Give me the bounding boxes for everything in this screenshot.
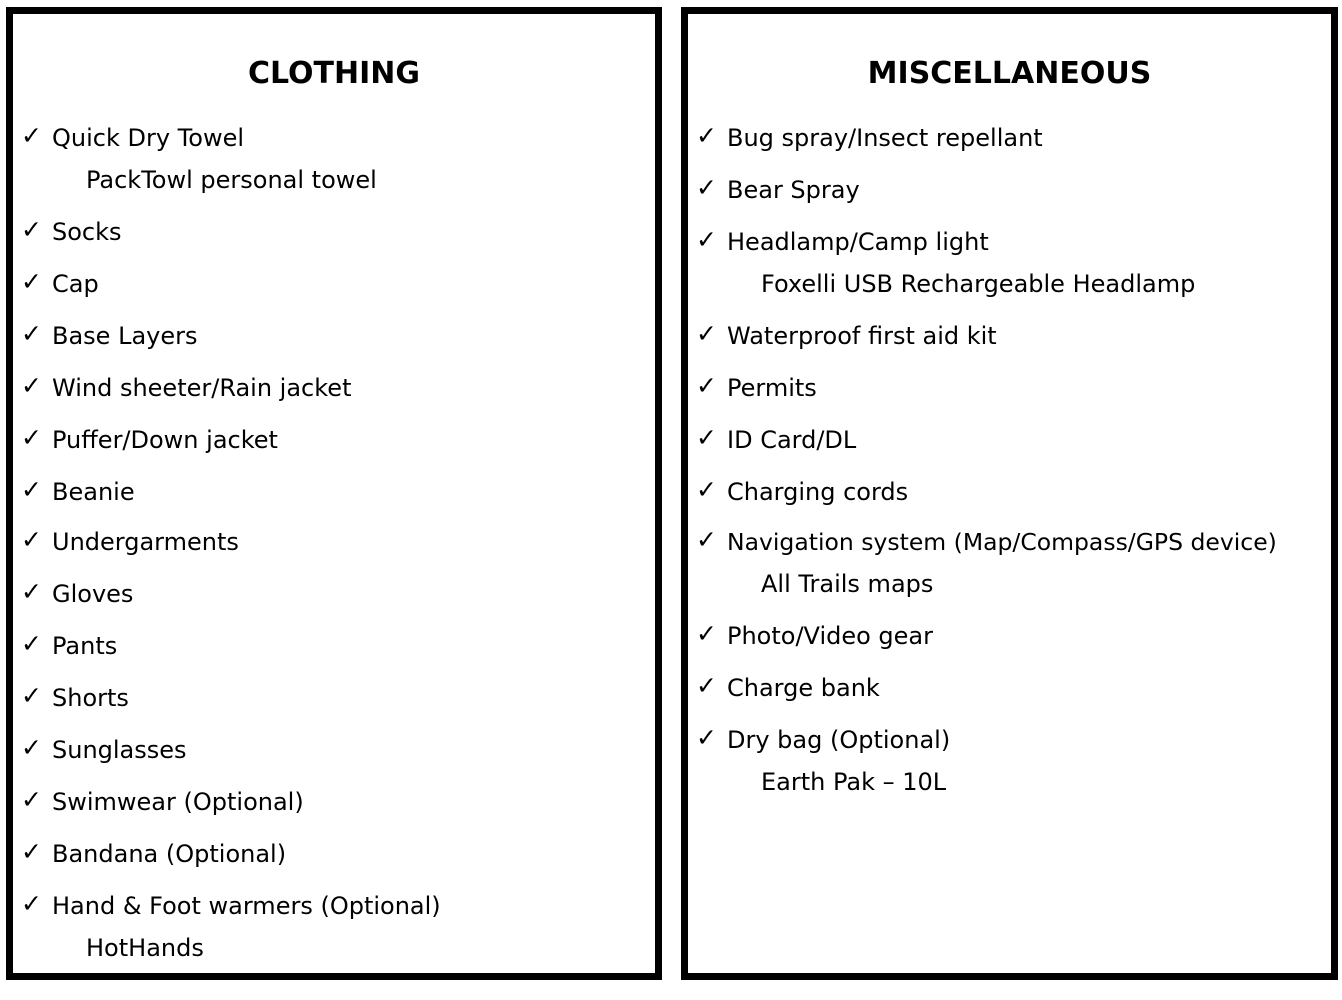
item-sublabel: PackTowl personal towel <box>86 166 377 194</box>
item-label: Base Layers <box>52 322 198 350</box>
item-label: Bear Spray <box>727 176 860 204</box>
list-item <box>13 425 655 455</box>
list-item <box>13 477 655 507</box>
item-label: Charge bank <box>727 674 880 702</box>
list-item <box>688 425 1331 455</box>
checkmark-icon: ✓ <box>696 619 717 648</box>
checkmark-icon: ✓ <box>696 423 717 452</box>
checkmark-icon: ✓ <box>21 733 42 762</box>
checkmark-icon: ✓ <box>696 475 717 504</box>
item-label: Beanie <box>52 478 135 506</box>
item-label: Charging cords <box>727 478 909 506</box>
list-item <box>13 631 655 661</box>
item-label: Waterproof first aid kit <box>727 322 997 350</box>
item-label: Bandana (Optional) <box>52 840 287 868</box>
list-item <box>13 321 655 351</box>
checkmark-icon: ✓ <box>21 267 42 296</box>
checkmark-icon: ✓ <box>696 525 717 554</box>
list-item <box>13 121 655 194</box>
list-item <box>13 683 655 713</box>
checkmark-icon: ✓ <box>21 681 42 710</box>
list-item <box>688 723 1331 796</box>
item-label: Cap <box>52 270 99 298</box>
list-item <box>13 373 655 403</box>
list-item <box>13 527 655 557</box>
list-item <box>13 889 655 962</box>
checkmark-icon: ✓ <box>696 671 717 700</box>
checkmark-icon: ✓ <box>21 121 42 150</box>
item-label: Hand & Foot warmers (Optional) <box>52 892 441 920</box>
list-item <box>13 839 655 869</box>
list-item <box>13 787 655 817</box>
list-item <box>688 123 1331 153</box>
list-item <box>688 321 1331 351</box>
item-label: Photo/Video gear <box>727 622 933 650</box>
checkmark-icon: ✓ <box>696 225 717 254</box>
checkmark-icon: ✓ <box>21 319 42 348</box>
checkmark-icon: ✓ <box>21 215 42 244</box>
item-label: Bug spray/Insect repellant <box>727 124 1043 152</box>
list-item <box>13 579 655 609</box>
item-label: Swimwear (Optional) <box>52 788 304 816</box>
checkmark-icon: ✓ <box>21 423 42 452</box>
checkmark-icon: ✓ <box>21 837 42 866</box>
miscellaneous-panel <box>681 7 1338 980</box>
item-label: Navigation system (Map/Compass/GPS device) <box>727 528 1277 556</box>
item-label: Sunglasses <box>52 736 187 764</box>
checkmark-icon: ✓ <box>696 173 717 202</box>
list-item <box>688 225 1331 298</box>
checkmark-icon: ✓ <box>21 475 42 504</box>
list-item <box>688 373 1331 403</box>
list-item <box>13 217 655 247</box>
checkmark-icon: ✓ <box>21 577 42 606</box>
item-label: Wind sheeter/Rain jacket <box>52 374 352 402</box>
item-label: ID Card/DL <box>727 426 857 454</box>
item-label: Gloves <box>52 580 134 608</box>
checkmark-icon: ✓ <box>21 371 42 400</box>
item-label: Dry bag (Optional) <box>727 726 951 754</box>
list-item <box>13 735 655 765</box>
checkmark-icon: ✓ <box>696 371 717 400</box>
item-sublabel: HotHands <box>86 934 204 962</box>
clothing-panel <box>6 7 662 980</box>
list-item <box>688 525 1331 598</box>
item-sublabel: Earth Pak – 10L <box>761 768 947 796</box>
checkmark-icon: ✓ <box>21 889 42 918</box>
checkmark-icon: ✓ <box>696 319 717 348</box>
item-label: Quick Dry Towel <box>52 124 244 152</box>
checkmark-icon: ✓ <box>21 629 42 658</box>
list-item <box>13 269 655 299</box>
checkmark-icon: ✓ <box>21 525 42 554</box>
checkmark-icon: ✓ <box>696 121 717 150</box>
list-item <box>688 621 1331 651</box>
item-label: Socks <box>52 218 122 246</box>
item-label: Puffer/Down jacket <box>52 426 278 454</box>
miscellaneous-title: MISCELLANEOUS <box>867 56 1152 91</box>
clothing-title: CLOTHING <box>247 56 421 91</box>
checkmark-icon: ✓ <box>696 723 717 752</box>
list-item <box>688 673 1331 703</box>
checkmark-icon: ✓ <box>21 785 42 814</box>
item-sublabel: All Trails maps <box>761 570 934 598</box>
item-label: Pants <box>52 632 118 660</box>
item-label: Shorts <box>52 684 129 712</box>
list-item <box>688 477 1331 507</box>
list-item <box>688 175 1331 205</box>
item-label: Headlamp/Camp light <box>727 228 989 256</box>
item-label: Permits <box>727 374 817 402</box>
item-sublabel: Foxelli USB Rechargeable Headlamp <box>761 270 1196 298</box>
item-label: Undergarments <box>52 528 239 556</box>
